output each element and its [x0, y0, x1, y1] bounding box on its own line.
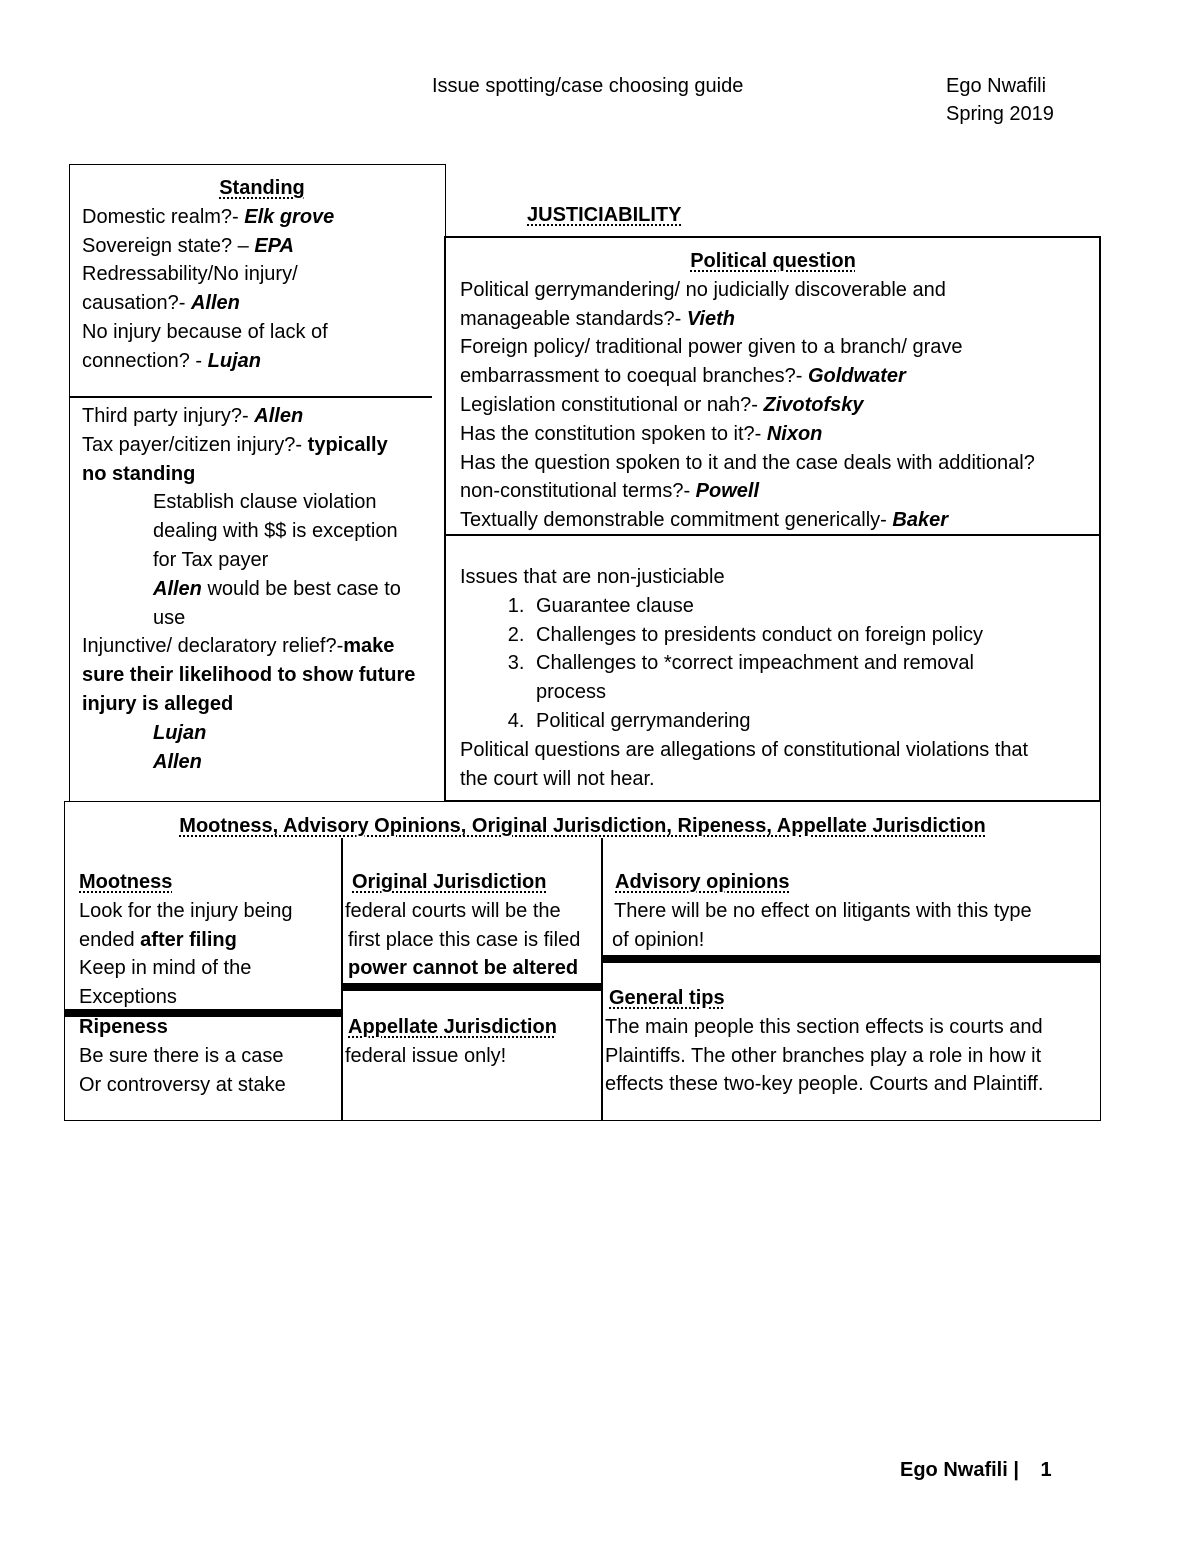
standing-line: Sovereign state? – EPA [82, 234, 294, 257]
political-line: Has the question spoken to it and the case deals with additional? [460, 451, 1035, 474]
standing-section-2 [82, 402, 442, 776]
case-name: EPA [254, 234, 294, 257]
list-item: 3. Challenges to *correct impeachment and removal process [530, 649, 996, 707]
original-jurisdiction-cell [345, 868, 599, 983]
ripeness-cell [79, 1013, 337, 1099]
cell-divider-thick [603, 955, 1100, 963]
political-line: Political gerrymandering/ no judicially discoverable and [460, 278, 946, 301]
standing-line: No injury because of lack of [82, 320, 328, 343]
political-line: Has the constitution spoken to it?- Nixon [460, 422, 823, 445]
original-line: first place this case is filed [348, 928, 581, 951]
general-tips-title: General tips [609, 987, 725, 1009]
standing-line: Injunctive/ declaratory relief?-make [82, 635, 395, 658]
mootness-line: Look for the injury being [79, 899, 293, 922]
political-title: Political question [690, 250, 856, 272]
standing-line: injury is alleged [82, 692, 234, 715]
column-divider [601, 838, 603, 1120]
case-name: Allen [153, 750, 202, 773]
general-tips-cell [605, 984, 1097, 1099]
nonjusticiable-intro: Issues that are non-justiciable [460, 566, 725, 588]
appellate-jurisdiction-cell [345, 1013, 599, 1071]
standing-title: Standing [219, 177, 305, 199]
original-line: federal courts will be the [345, 899, 561, 922]
original-line: power cannot be altered [348, 957, 579, 980]
political-line: Legislation constitutional or nah?- Zivotofsky [460, 393, 864, 416]
standing-line: Establish clause violation [153, 491, 377, 514]
standing-line: Domestic realm?- Elk grove [82, 205, 335, 228]
appellate-line: federal issue only! [345, 1044, 507, 1067]
case-name: Allen [153, 577, 202, 600]
standing-line: sure their likelihood to show future [82, 664, 416, 687]
mootness-line: Keep in mind of the [79, 957, 252, 980]
original-jurisdiction-title: Original Jurisdiction [352, 871, 547, 893]
list-item: 2. Challenges to presidents conduct on foreign policy [530, 621, 1092, 650]
mootness-cell [79, 868, 337, 1012]
political-line: manageable standards?- Vieth [460, 307, 735, 330]
mootness-line: Exceptions [79, 986, 177, 1009]
advisory-opinions-cell [612, 868, 1097, 954]
political-section [460, 247, 1090, 535]
tips-line: The main people this section effects is courts and [605, 1015, 1043, 1038]
tips-line: Plaintiffs. The other branches play a role in how it [605, 1044, 1042, 1067]
ripeness-title: Ripeness [79, 1016, 168, 1038]
case-name: Vieth [686, 307, 735, 330]
ripeness-line: Or controversy at stake [79, 1073, 286, 1096]
cell-divider-thick [342, 983, 601, 991]
mootness-line: ended after filing [79, 928, 237, 951]
case-name: Powell [695, 480, 760, 503]
political-line: non-constitutional terms?- Powell [460, 480, 760, 503]
case-name: Lujan [153, 721, 207, 744]
standing-line: dealing with $$ is exception [153, 520, 398, 543]
author-name: Ego Nwafili [946, 75, 1047, 97]
justiciability-label: JUSTICIABILITY [527, 204, 682, 226]
list-item: 4. Political gerrymandering [530, 707, 1092, 736]
case-name: Allen [254, 405, 304, 427]
footer [900, 1456, 1052, 1485]
footer-author: Ego Nwafili [900, 1459, 1008, 1481]
ripeness-line: Be sure there is a case [79, 1044, 284, 1067]
case-name: Nixon [766, 422, 823, 445]
political-line: embarrassment to coequal branches?- Goldwater [460, 365, 906, 388]
advisory-line: There will be no effect on litigants with this type [614, 899, 1032, 922]
column-divider [341, 838, 343, 1120]
mootness-title: Mootness [79, 871, 173, 893]
nonjusticiable-list [460, 592, 1092, 736]
nonjusticiable-closing: Political questions are allegations of constitutional violations that [460, 738, 1029, 761]
standing-line: Redressability/No injury/ [82, 263, 298, 286]
appellate-jurisdiction-title: Appellate Jurisdiction [348, 1016, 557, 1038]
nonjusticiable-section [460, 563, 1092, 793]
advisory-opinions-title: Advisory opinions [615, 871, 790, 893]
case-name: Zivotofsky [763, 393, 864, 416]
list-item: 1. Guarantee clause [530, 592, 1092, 621]
doc-title: Issue spotting/case choosing guide [432, 75, 744, 97]
tips-line: effects these two-key people. Courts and Plaintiff. [605, 1073, 1044, 1096]
bottom-title: Mootness, Advisory Opinions, Original Jurisdiction, Ripeness, Appellate Jurisdiction [179, 815, 986, 837]
page-number: 1 [1040, 1459, 1052, 1481]
political-line: Foreign policy/ traditional power given to a branch/ grave [460, 336, 963, 359]
standing-line: Tax payer/citizen injury?- typically [82, 433, 388, 456]
advisory-line: of opinion! [612, 928, 705, 951]
standing-line: use [153, 606, 186, 629]
standing-line: Allen would be best case to [153, 577, 401, 600]
standing-divider [70, 396, 432, 398]
footer-separator: | [1013, 1459, 1019, 1481]
political-line: Textually demonstrable commitment generically- Baker [460, 509, 949, 532]
standing-line: connection? - Lujan [82, 349, 261, 372]
case-name: Baker [892, 509, 949, 532]
case-name: Lujan [207, 349, 261, 372]
standing-section [82, 174, 442, 376]
nonjusticiable-closing: the court will not hear. [460, 767, 655, 790]
standing-line: for Tax payer [153, 548, 269, 571]
case-name: Elk grove [244, 205, 335, 228]
case-name: Allen [190, 292, 240, 315]
term: Spring 2019 [946, 103, 1054, 125]
standing-line: no standing [82, 462, 196, 485]
standing-line: Third party injury?- Allen [82, 405, 304, 427]
case-name: Goldwater [807, 365, 906, 388]
standing-line: causation?- Allen [82, 292, 240, 315]
